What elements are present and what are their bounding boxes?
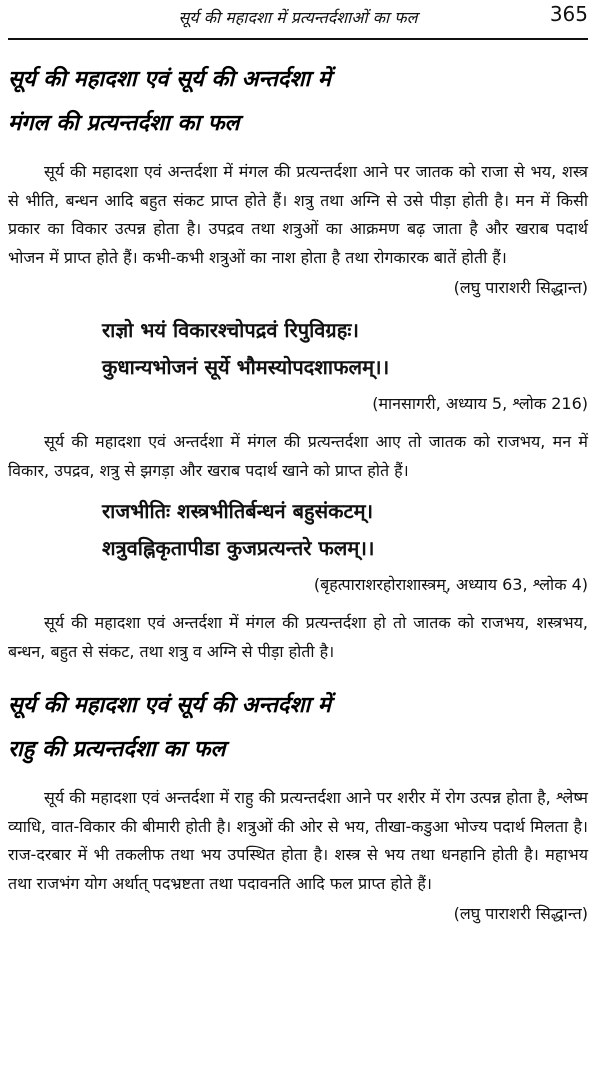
section-heading-line: सूर्य की महादशा एवं सूर्य की अन्तर्दशा में bbox=[8, 67, 331, 92]
source-citation: (लघु पाराशरी सिद्धान्त) bbox=[453, 904, 588, 923]
running-header bbox=[8, 0, 588, 40]
section-heading-rahu bbox=[8, 684, 588, 772]
source-citation: (बृहत्पाराशरहोराशास्त्रम्, अध्याय 63, श्लोक 4) bbox=[313, 575, 588, 594]
sanskrit-verse bbox=[8, 493, 588, 567]
body-paragraph: सूर्य की महादशा एवं अन्तर्दशा में मंगल की प्रत्यन्तर्दशा हो तो जातक को राजभय, शस्त्रभय, बन्धन, बहुत से संकट, तथा शत्रु व अग्नि से पीड़ा होती है। bbox=[8, 613, 588, 661]
section-heading-line: सूर्य की महादशा एवं सूर्य की अन्तर्दशा में bbox=[8, 693, 331, 718]
body-paragraph: सूर्य की महादशा एवं अन्तर्दशा में मंगल की प्रत्यन्तर्दशा आए तो जातक को राजभय, मन में विकार, उपद्रव, शत्रु से झगड़ा और खराब पदार्थ खाने को प्राप्त होते हैं। bbox=[8, 432, 588, 480]
body-paragraph: सूर्य की महादशा एवं अन्तर्दशा में राहु की प्रत्यन्तर्दशा आने पर शरीर में रोग उत्पन्न होता है, श्लेष्म व्याधि, वात-विकार की बीमारी होती है। शत्रुओं की ओर से भय, तीखा-कडुआ भोज्य पदार्थ मिलता है। राज-दरबार में भी तकलीफ तथा भय उपस्थित होता है। शस्त्र से भय तथा धनहानि होती है। महाभय तथा राजभंग योग अर्थात् पदभ्रष्टता तथा पदावनति आदि फल प्राप्त होते हैं। bbox=[8, 788, 588, 893]
section-heading-mars bbox=[8, 58, 588, 146]
verse-line: राज्ञो भयं विकारश्चोपद्रवं रिपुविग्रहः। bbox=[102, 318, 359, 342]
verse-line: शत्रुवह्निकृतापीडा कुजप्रत्यन्तरे फलम्।। bbox=[102, 536, 375, 560]
verse-line: कुधान्यभोजनं सूर्ये भौमस्योपदशाफलम्।। bbox=[102, 355, 390, 379]
section-heading-line: राहु की प्रत्यन्तर्दशा का फल bbox=[8, 737, 226, 762]
section-heading-line: मंगल की प्रत्यन्तर्दशा का फल bbox=[8, 111, 240, 136]
sanskrit-verse bbox=[8, 312, 588, 386]
body-paragraph: सूर्य की महादशा एवं अन्तर्दशा में मंगल की प्रत्यन्तर्दशा आने पर जातक को राजा से भय, शस्त्र से भीति, बन्धन आदि बहुत संकट प्राप्त होते हैं। शत्रु तथा अग्नि से उसे पीड़ा होती है। मन में किसी प्रकार का विकार उत्पन्न होता है। उपद्रव तथा शत्रुओं का आक्रमण बढ़ जाता है और खराब पदार्थ भोजन में प्राप्त होते हैं। कभी-कभी शत्रुओं का नाश होता है तथा रोगकारक बातें होती हैं। bbox=[8, 162, 588, 267]
verse-line: राजभीतिः शस्त्रभीतिर्बन्धनं बहुसंकटम्। bbox=[102, 499, 374, 523]
source-citation: (लघु पाराशरी सिद्धान्त) bbox=[453, 278, 588, 297]
running-title: सूर्य की महादशा में प्रत्यन्तर्दशाओं का फल bbox=[178, 8, 418, 27]
page-number: 365 bbox=[549, 2, 588, 26]
source-citation: (मानसागरी, अध्याय 5, श्लोक 216) bbox=[372, 394, 588, 413]
